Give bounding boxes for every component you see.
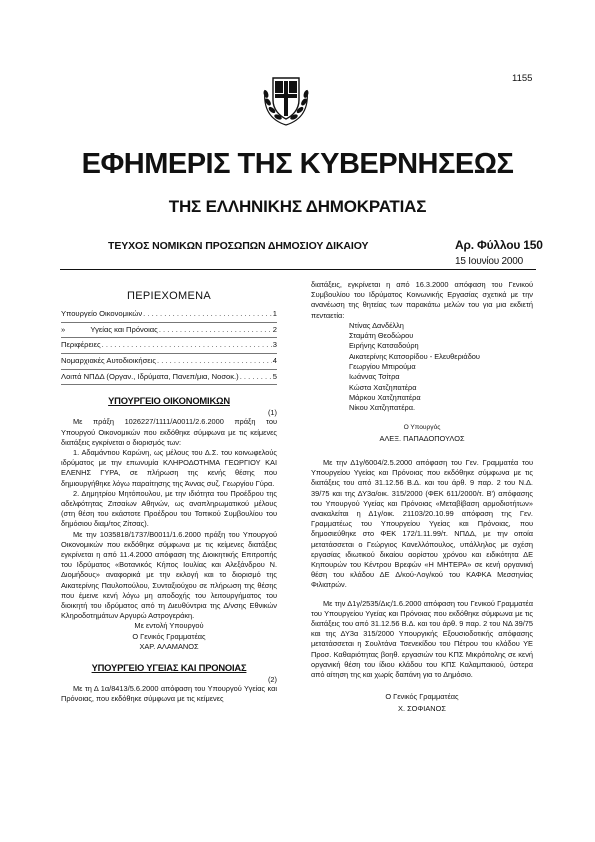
paragraph: Με τη Δ 1α/8413/5.6.2000 απόφαση του Υπουργού Υγείας και Πρόνοιας, που εκδόθηκε σύμφωνα με τις κείμενες xyxy=(61,684,277,704)
gazette-subtitle: ΤΗΣ ΕΛΛΗΝΙΚΗΣ ΔΗΜΟΚΡΑΤΙΑΣ xyxy=(168,197,427,216)
toc-item-label: Νομαρχιακές Αυτοδιοικήσεις xyxy=(61,355,156,365)
list-item: Κώστα Χατζηπατέρα xyxy=(349,382,417,392)
toc-item-page: 3 xyxy=(272,340,277,350)
paragraph: Με πράξη 1026227/1111/Α0011/2.6.2000 πράξη του Υπουργού Οικονομικών που εκδόθηκε σύμφωνα με τις κείμενες διατάξεις εγκρίνεται ο διορισμός των: xyxy=(61,417,277,447)
toc-item-label: » Υγείας και Πρόνοιας xyxy=(61,324,158,334)
section-heading: ΥΠΟΥΡΓΕΙΟ ΥΓΕΙΑΣ ΚΑΙ ΠΡΟΝΟΙΑΣ xyxy=(91,662,247,674)
toc-item-page: 5 xyxy=(272,371,277,381)
list-item: Ειρήνης Κατσαδούρη xyxy=(349,341,419,351)
toc-item-label: Λοιπά ΝΠΔΔ (Οργαν., Ιδρύματα, Πανεπ/μια, Νοσοκ.) xyxy=(61,371,239,381)
section-heading: ΥΠΟΥΡΓΕΙΟ ΟΙΚΟΝΟΜΙΚΩΝ xyxy=(108,395,230,407)
list-item: Αικατερίνης Κατσορίδου - Ελευθεριάδου xyxy=(349,351,480,361)
toc-item-page: 4 xyxy=(272,355,277,365)
issue-date: 15 Ιουνίου 2000 xyxy=(455,256,523,267)
page-number: 1155 xyxy=(512,73,533,84)
toc-item[interactable] xyxy=(61,370,277,385)
signature-name: Χ. ΣΟΦΙΑΝΟΣ xyxy=(398,704,446,714)
list-item: Μάρκου Χατζηπατέρα xyxy=(349,392,421,402)
toc-title: ΠΕΡΙΕΧΟΜΕΝΑ xyxy=(127,290,211,302)
member-list xyxy=(311,321,533,414)
greek-coat-of-arms-icon xyxy=(260,70,312,128)
list-item: Σταμάτη Θεοδώρου xyxy=(349,331,414,341)
signature-name: ΧΑΡ. ΑΛΑΜΑΝΟΣ xyxy=(139,641,199,651)
list-item: Νίκου Χατζηπατέρα. xyxy=(349,403,416,413)
list-item: Γεωργίου Μπιρούμα xyxy=(349,362,416,371)
signature-line: Ο Γενικός Γραμματέας xyxy=(385,692,459,702)
decision-number: (1) xyxy=(267,408,277,418)
toc-item[interactable] xyxy=(61,354,277,369)
paragraph: Με την Δ1γ/6004/2.5.2000 απόφαση του Γεν. Γραμματέα του Υπουργείου Υγείας και Πρόνοιας που εκδόθηκε σύμφωνα με τις διατάξεις του από 31.12.56 Β.Δ. και του άρθ. 9 παρ. 2 του Ν.Δ. 39/75 και της ΔΥ3α/οικ. 315/2000 (ΦΕΚ 611/2000/τ. Β') απόφασης του Υπουργού Υγείας και Πρόνοιας «Μεταβίβαση αρμοδιοτήτων» ανακαλείται η Δ1γ/οικ. 21103/20.10.99 απόφαση της Γεν. Γραμματέως του Υπουργείου Υγείας και Πρόνοιας, που δημοσιεύθηκε στο ΦΕΚ 172/1.11.99/τ. ΝΠΔΔ, με την οποία μετατάσσεται ο Γεώργιος Κανελλόπουλος, υπάλληλος με σχέση εργασίας ιδιωτικού δικαίου αορίστου χρόνου και ειδικότητα ΔΕ Κηπουρών του Κέντρου Βρεφών «Η ΜΗΤΕΡΑ» σε κενή οργανική θέση του κλάδου ΔΕ Δ/κού-Λογ/κού του ΚΑΦΚΑ Μεσσηνίας Φιλιατρών. xyxy=(311,457,533,590)
toc-item[interactable] xyxy=(61,338,277,353)
toc-item[interactable] xyxy=(61,323,277,338)
toc-leader xyxy=(102,338,272,353)
toc-leader xyxy=(143,307,272,322)
toc-item-page: 1 xyxy=(272,309,277,319)
toc-item[interactable] xyxy=(61,307,277,322)
issue-type: ΤΕΥΧΟΣ ΝΟΜΙΚΩΝ ΠΡΟΣΩΠΩΝ ΔΗΜΟΣΙΟΥ ΔΙΚΑΙΟΥ xyxy=(108,240,369,252)
left-column xyxy=(61,283,277,705)
paragraph: 2. Δημητρίου Μητόπουλου, με την ιδιότητα του Προέδρου της αδελφότητας Ζιτσαίων Αθηνών, ως αναπληρωματικού μέλους (στη θέση του εκάστοτε Προέδρου του Τοπικού Συμβουλίου του δημόσιου διαμ/τος Ζίτσας). xyxy=(61,488,277,529)
toc-leader xyxy=(159,323,272,338)
signature-line: Με εντολή Υπουργού xyxy=(134,621,204,631)
toc-leader xyxy=(157,354,272,369)
paragraph: διατάξεις, εγκρίνεται η από 16.3.2000 απόφαση του Γενικού Συμβουλίου του Ιδρύματος Κοινωνικής Εργασίας σχετικά με την ανανέωση της θητείας των παρακάτω μελών του για μια εκδιετή πενταετία: xyxy=(311,280,533,320)
paragraph: 1. Αδαμάντιου Καρώνη, ως μέλους του Δ.Σ. του κοινωφελούς ιδρύματος με την επωνυμία ΚΛΗΡΟΔΟΤΗΜΑ ΓΕΩΡΓΙΟΥ ΚΑΙ ΕΛΕΝΗΣ ΓΥΡΑ, σε πλήρωση της κενής θέσης που δημιουργήθηκε λόγω παραίτησης της Άννας συζ. Γεωργίου Γύρα. xyxy=(61,447,277,488)
list-item: Ιωάννας Τσίτρα xyxy=(349,372,400,382)
toc-item-label: Περιφέρειες xyxy=(61,340,101,350)
signature-name: ΑΛΕΞ. ΠΑΠΑΔΟΠΟΥΛΟΣ xyxy=(379,433,465,443)
toc-leader xyxy=(240,370,272,385)
paragraph: Με την Δ1γ/2535/Δις/1.6.2000 απόφαση του Γενικού Γραμματέα του Υπουργείου Υγείας και Πρόνοιας που εκδόθηκε σύμφωνα με τις διατάξεις του από 31.12.56 Β.Δ. και του άρθ. 9 παρ. 2 του ΝΔ 39/75 και της ΔΥ3α 315/2000 Υπουργικής Εξουσιοδοτικής απόφασης μετατάσσεται η Σουλτάνα Τσενεκίδου του Πέτρου του κλάδου ΥΕ Προσ. Καθαριότητας βοηθ. εργασιών του ΚΠΣ Μικρόπολης σε κενή οργανική θέση του ίδιου κλάδου του ΚΠΣ Καλαμπακιού, ύστερα από αίτηση της και χωρίς δαπάνη για το Δημόσιο. xyxy=(311,598,533,679)
signature-line: Ο Γενικός Γραμματέας xyxy=(132,631,206,641)
header-divider xyxy=(60,269,536,270)
right-column xyxy=(311,280,533,714)
toc-item-page: 2 xyxy=(272,324,277,334)
signature-line: Ο Υπουργός xyxy=(403,424,441,432)
toc-item-label: Υπουργείο Οικονομικών xyxy=(61,309,143,319)
issue-number: Αρ. Φύλλου 150 xyxy=(455,238,543,252)
paragraph: Με την 1035818/1737/Β0011/1.6.2000 πράξη του Υπουργού Οικονομικών που εκδόθηκε σύμφωνα με τις κείμενες διατάξεις εγκρίνεται η από 11.4.2000 απόφαση της Διοικητικής Επιτροπής του Ιδρύματος «Βοτανικός Κήπος Ιουλίας και Αλεξάνδρου Ν. Διομήδους» αναφορικά με την εκλογή και το διορισμό της Αικατερίνης Παυλοπούλου, Συνταξιούχου σε πλήρωση της θέσης που έμεινε κενή λόγω μη αποδοχής του λειτουργήματος του διοικητή του ιδρύματος από τη Διευθύντρια της Δ/νσης Εθνικών Κληροδοτημάτων Αργυρώ Αστρογεράκη. xyxy=(61,529,277,621)
gazette-title: ΕΦΗΜΕΡΙΣ ΤΗΣ ΚΥΒΕΡΝΗΣΕΩΣ xyxy=(81,148,514,180)
list-item: Ντίνας Δανδέλλη xyxy=(349,320,404,330)
toc-divider xyxy=(61,384,277,385)
decision-number: (2) xyxy=(267,675,277,685)
table-of-contents xyxy=(61,307,277,385)
